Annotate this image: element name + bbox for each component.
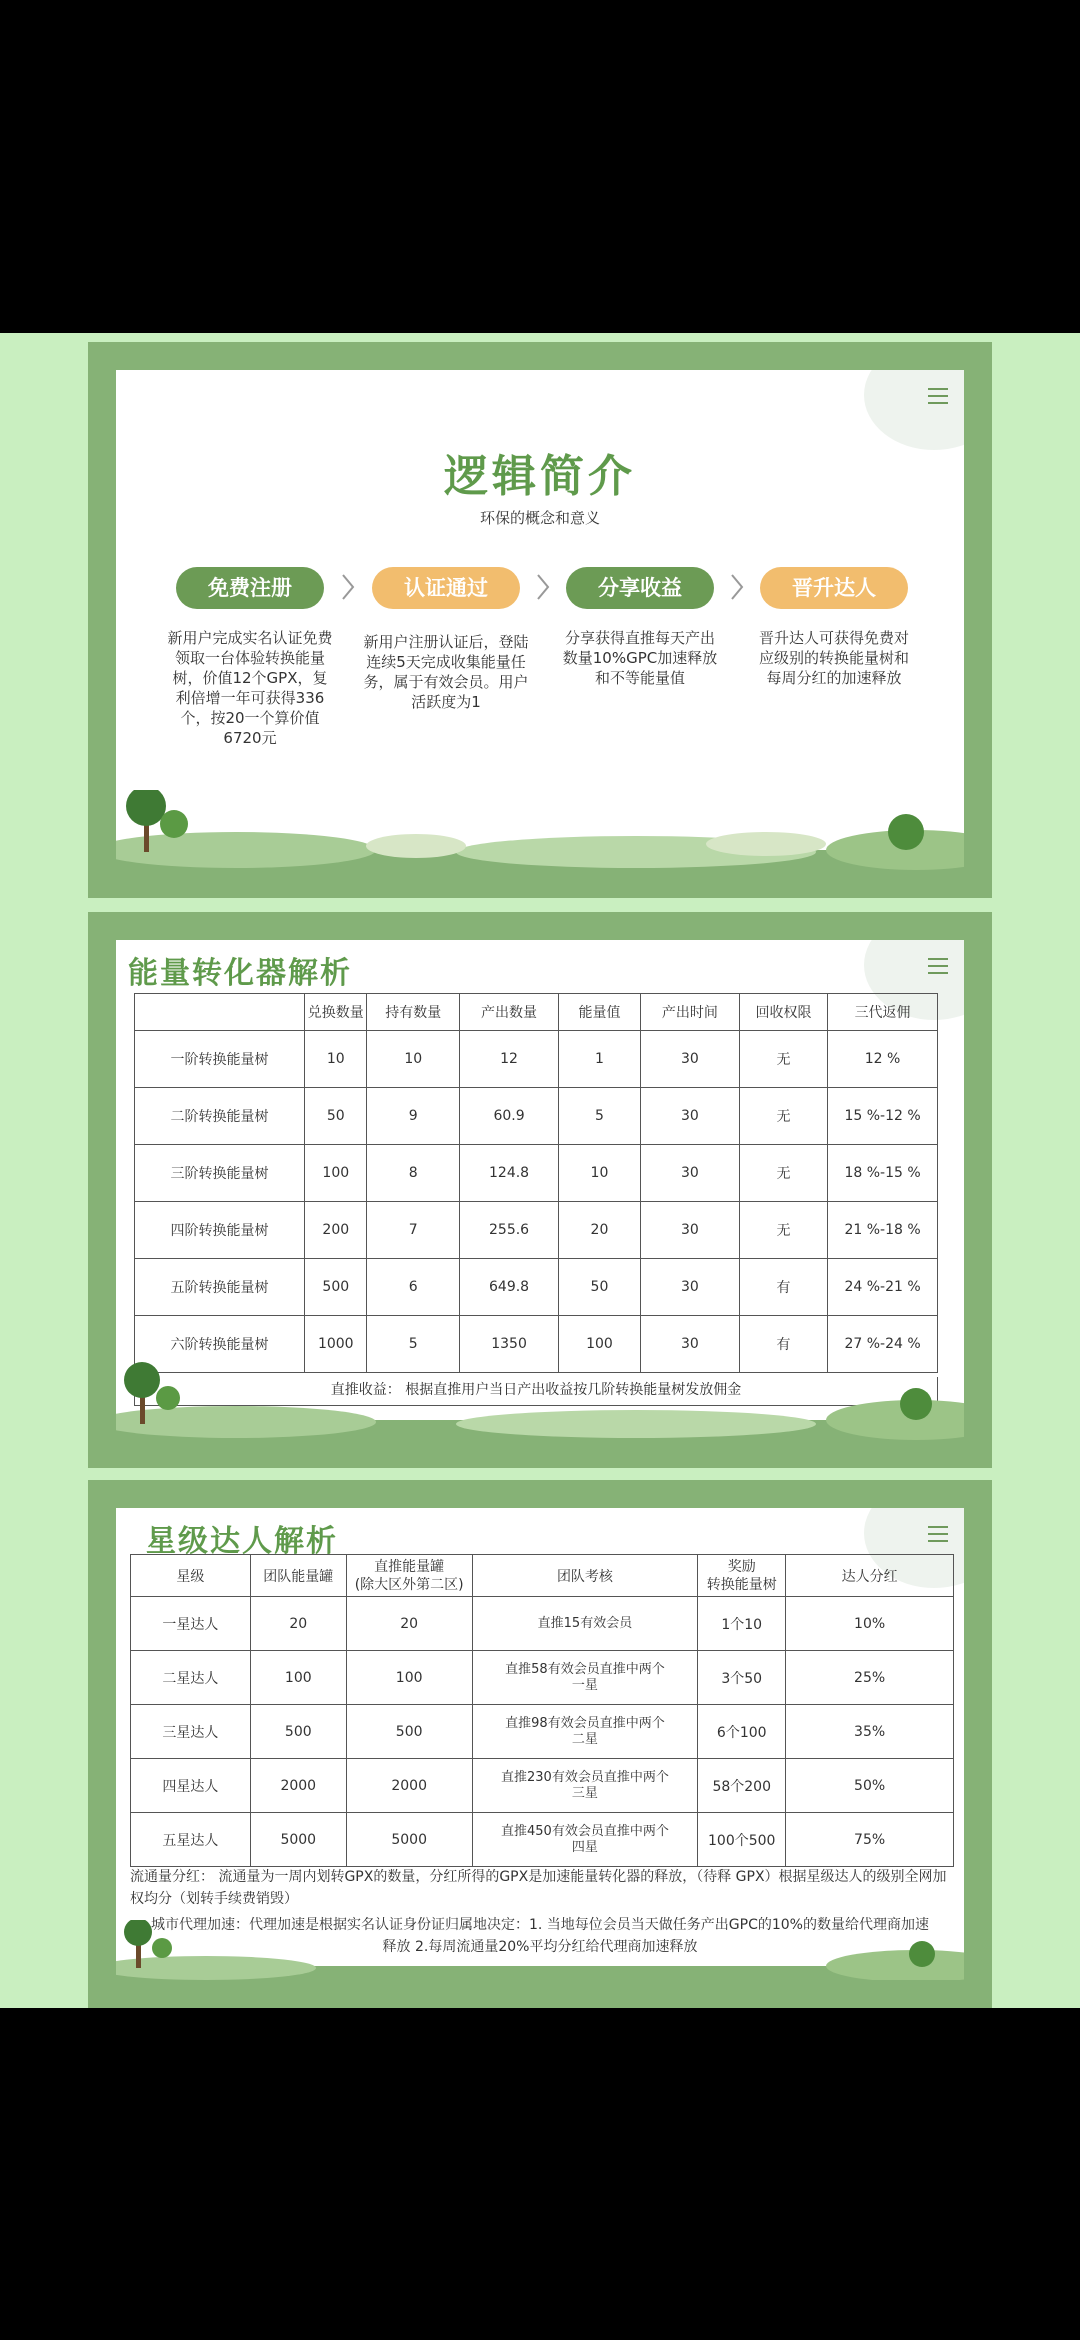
table-cell: 直推98有效会员直推中两个 二星 bbox=[472, 1705, 698, 1759]
header-cell bbox=[135, 994, 305, 1031]
table-cell: 500 bbox=[305, 1259, 367, 1316]
table-cell: 30 bbox=[640, 1259, 739, 1316]
table-cell: 直推230有效会员直推中两个 三星 bbox=[472, 1759, 698, 1813]
header-cell: 回收权限 bbox=[739, 994, 827, 1031]
table-cell: 20 bbox=[250, 1597, 346, 1651]
table-cell: 无 bbox=[739, 1031, 827, 1088]
table-cell: 10 bbox=[305, 1031, 367, 1088]
table-cell: 15 %-12 % bbox=[828, 1088, 938, 1145]
city-agent-note: 城市代理加速：代理加速是根据实名认证身份证归属地决定：1. 当地每位会员当天做任务产出GPC的10%的数量给代理商加速释放 2.每周流通量20%平均分红给代理商加速释放 bbox=[151, 1917, 929, 1955]
header-cell: 能量值 bbox=[559, 994, 641, 1031]
energy-converter-slide bbox=[88, 912, 992, 1468]
table-row bbox=[135, 1031, 938, 1088]
table-header-row bbox=[135, 994, 938, 1031]
table-cell: 6个100 bbox=[698, 1705, 786, 1759]
slide-title: 星级达人解析 bbox=[146, 1524, 338, 1559]
table-cell: 一星达人 bbox=[131, 1597, 251, 1651]
table-cell: 50 bbox=[305, 1088, 367, 1145]
step-verified: 认证通过 bbox=[372, 567, 520, 609]
table-cell: 10% bbox=[786, 1597, 954, 1651]
table-cell: 1个10 bbox=[698, 1597, 786, 1651]
header-cell: 奖励 转换能量树 bbox=[698, 1555, 786, 1597]
table-cell: 1350 bbox=[460, 1316, 559, 1373]
table-row bbox=[135, 1259, 938, 1316]
table-cell: 直推450有效会员直推中两个 四星 bbox=[472, 1813, 698, 1867]
table-row bbox=[131, 1759, 954, 1813]
table-cell: 30 bbox=[640, 1145, 739, 1202]
chevron-right-icon bbox=[730, 573, 744, 601]
table-cell: 无 bbox=[739, 1088, 827, 1145]
table-cell: 649.8 bbox=[460, 1259, 559, 1316]
step-promote: 晋升达人 bbox=[760, 567, 908, 609]
table-cell: 5 bbox=[559, 1088, 641, 1145]
header-cell: 产出数量 bbox=[460, 994, 559, 1031]
table-cell: 25% bbox=[786, 1651, 954, 1705]
table-cell: 124.8 bbox=[460, 1145, 559, 1202]
table-row bbox=[135, 1202, 938, 1259]
table-cell: 30 bbox=[640, 1031, 739, 1088]
table-cell: 27 %-24 % bbox=[828, 1316, 938, 1373]
table-cell: 六阶转换能量树 bbox=[135, 1316, 305, 1373]
table-cell: 有 bbox=[739, 1259, 827, 1316]
table-cell: 五阶转换能量树 bbox=[135, 1259, 305, 1316]
table-cell: 58个200 bbox=[698, 1759, 786, 1813]
step-verified-desc: 新用户注册认证后，登陆连续5天完成收集能量任务，属于有效会员。用户活跃度为1 bbox=[363, 633, 529, 711]
table-cell: 有 bbox=[739, 1316, 827, 1373]
step-share-income-desc: 分享获得直推每天产出数量10%GPC加速释放和不等能量值 bbox=[562, 629, 718, 687]
table-cell: 6 bbox=[367, 1259, 460, 1316]
table-cell: 50% bbox=[786, 1759, 954, 1813]
table-cell: 50 bbox=[559, 1259, 641, 1316]
table-cell: 1 bbox=[559, 1031, 641, 1088]
table-cell: 一阶转换能量树 bbox=[135, 1031, 305, 1088]
table-cell: 7 bbox=[367, 1202, 460, 1259]
table-cell: 60.9 bbox=[460, 1088, 559, 1145]
landscape-illustration bbox=[116, 1360, 964, 1440]
step-promote-desc: 晋升达人可获得免费对应级别的转换能量树和每周分红的加速释放 bbox=[758, 629, 909, 687]
table-cell: 8 bbox=[367, 1145, 460, 1202]
circulation-dividend-note: 流通量分红： 流通量为一周内划转GPX的数量，分红所得的GPX是加速能量转化器的释放，（待释 GPX）根据星级达人的级别全网加权均分（划转手续费销毁） bbox=[130, 1869, 947, 1907]
header-cell: 三代返佣 bbox=[828, 994, 938, 1031]
table-row bbox=[131, 1813, 954, 1867]
table-cell: 无 bbox=[739, 1145, 827, 1202]
table-cell: 5000 bbox=[346, 1813, 472, 1867]
step-free-register-desc: 新用户完成实名认证免费领取一台体验转换能量树，价值12个GPX，复利倍增一年可获得336个，按20一个算价值6720元 bbox=[167, 629, 333, 747]
table-cell: 三阶转换能量树 bbox=[135, 1145, 305, 1202]
table-cell: 9 bbox=[367, 1088, 460, 1145]
header-cell: 达人分红 bbox=[786, 1555, 954, 1597]
header-cell: 团队考核 bbox=[472, 1555, 698, 1597]
table-cell: 100 bbox=[250, 1651, 346, 1705]
direct-income-note: 直推收益： 根据直推用户当日产出收益按几阶转换能量树发放佣金 bbox=[134, 1377, 938, 1406]
star-expert-table bbox=[130, 1554, 954, 1867]
table-cell: 24 %-21 % bbox=[828, 1259, 938, 1316]
table-cell: 100个500 bbox=[698, 1813, 786, 1867]
table-cell: 二星达人 bbox=[131, 1651, 251, 1705]
energy-converter-table bbox=[134, 993, 938, 1373]
table-cell: 无 bbox=[739, 1202, 827, 1259]
slide-title: 逻辑简介 bbox=[444, 451, 636, 502]
landscape-illustration bbox=[116, 1920, 964, 1980]
step-share-income: 分享收益 bbox=[566, 567, 714, 609]
header-cell: 产出时间 bbox=[640, 994, 739, 1031]
table-cell: 直推58有效会员直推中两个 一星 bbox=[472, 1651, 698, 1705]
header-cell: 兑换数量 bbox=[305, 994, 367, 1031]
table-cell: 10 bbox=[559, 1145, 641, 1202]
slide-title: 能量转化器解析 bbox=[128, 956, 352, 991]
table-row bbox=[135, 1145, 938, 1202]
menu-icon[interactable] bbox=[928, 388, 948, 404]
menu-icon[interactable] bbox=[928, 1526, 948, 1542]
table-cell: 100 bbox=[559, 1316, 641, 1373]
table-row bbox=[135, 1088, 938, 1145]
star-expert-slide bbox=[88, 1480, 992, 2008]
slide-subtitle: 环保的概念和意义 bbox=[479, 509, 600, 527]
table-cell: 四星达人 bbox=[131, 1759, 251, 1813]
table-header-row bbox=[131, 1555, 954, 1597]
header-cell: 持有数量 bbox=[367, 994, 460, 1031]
chevron-right-icon bbox=[536, 573, 550, 601]
table-cell: 12 % bbox=[828, 1031, 938, 1088]
chevron-right-icon bbox=[341, 573, 355, 601]
table-cell: 35% bbox=[786, 1705, 954, 1759]
table-cell: 21 %-18 % bbox=[828, 1202, 938, 1259]
step-free-register: 免费注册 bbox=[176, 567, 324, 609]
table-cell: 500 bbox=[250, 1705, 346, 1759]
table-cell: 30 bbox=[640, 1088, 739, 1145]
table-cell: 2000 bbox=[250, 1759, 346, 1813]
table-row bbox=[131, 1651, 954, 1705]
header-cell: 团队能量罐 bbox=[250, 1555, 346, 1597]
table-cell: 二阶转换能量树 bbox=[135, 1088, 305, 1145]
logic-intro-slide bbox=[88, 342, 992, 898]
table-cell: 100 bbox=[305, 1145, 367, 1202]
table-cell: 三星达人 bbox=[131, 1705, 251, 1759]
table-cell: 200 bbox=[305, 1202, 367, 1259]
table-row bbox=[131, 1705, 954, 1759]
table-cell: 75% bbox=[786, 1813, 954, 1867]
table-cell: 18 %-15 % bbox=[828, 1145, 938, 1202]
table-cell: 四阶转换能量树 bbox=[135, 1202, 305, 1259]
table-cell: 12 bbox=[460, 1031, 559, 1088]
slide-content bbox=[116, 940, 964, 1440]
table-row bbox=[131, 1597, 954, 1651]
table-cell: 5 bbox=[367, 1316, 460, 1373]
table-cell: 10 bbox=[367, 1031, 460, 1088]
table-cell: 3个50 bbox=[698, 1651, 786, 1705]
table-cell: 20 bbox=[559, 1202, 641, 1259]
decorative-swirl bbox=[864, 370, 964, 450]
table-cell: 255.6 bbox=[460, 1202, 559, 1259]
table-cell: 30 bbox=[640, 1202, 739, 1259]
table-cell: 五星达人 bbox=[131, 1813, 251, 1867]
table-cell: 直推15有效会员 bbox=[472, 1597, 698, 1651]
landscape-illustration bbox=[116, 790, 964, 870]
header-cell: 直推能量罐 (除大区外第二区) bbox=[346, 1555, 472, 1597]
slide-content bbox=[116, 1508, 964, 1980]
table-cell: 20 bbox=[346, 1597, 472, 1651]
table-cell: 100 bbox=[346, 1651, 472, 1705]
table-cell: 5000 bbox=[250, 1813, 346, 1867]
header-cell: 星级 bbox=[131, 1555, 251, 1597]
table-cell: 500 bbox=[346, 1705, 472, 1759]
slide-content bbox=[116, 370, 964, 870]
table-cell: 30 bbox=[640, 1316, 739, 1373]
table-cell: 1000 bbox=[305, 1316, 367, 1373]
menu-icon[interactable] bbox=[928, 958, 948, 974]
table-cell: 2000 bbox=[346, 1759, 472, 1813]
